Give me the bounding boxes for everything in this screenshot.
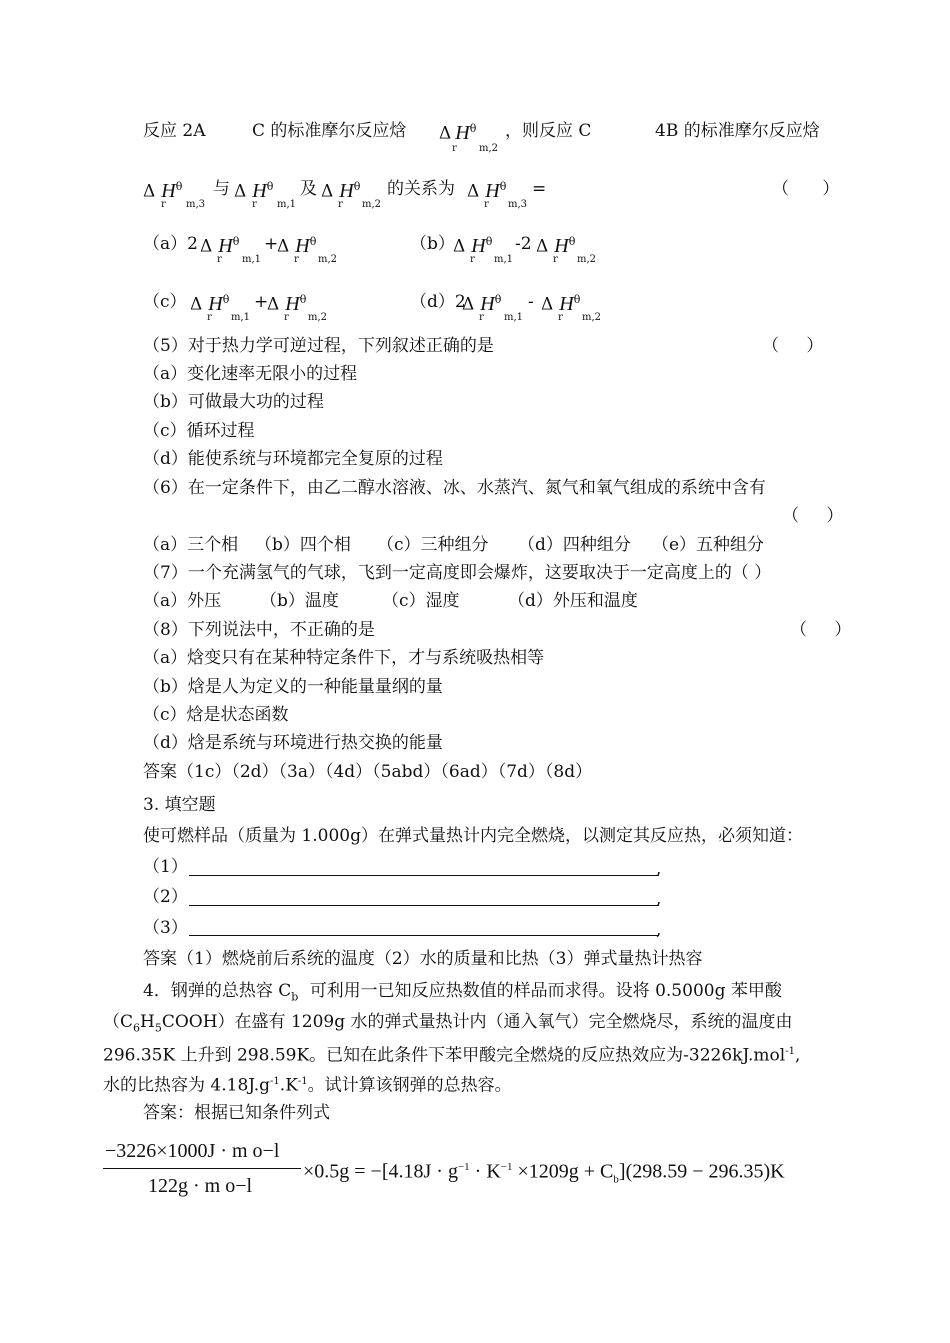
blank-3[interactable]: [189, 935, 659, 936]
equation-denominator: 122g · m o−l: [148, 1175, 253, 1197]
q4-dh-m2: Δ $H^\theta$: [439, 121, 477, 144]
q4-option-d: （d）2: [410, 292, 466, 312]
q7-option-c: （c）湿度: [382, 591, 460, 611]
q8-option-d: （d）焓是系统与环境进行热交换的能量: [143, 733, 443, 753]
q7-option-a: （a）外压: [143, 591, 222, 611]
q4-answer-paren: （ ）: [772, 179, 840, 199]
q4-text-d: 4B 的标准摩尔反应焓: [655, 121, 820, 141]
q4-text-b: C 的标准摩尔反应焓: [252, 121, 407, 141]
equation-rhs: $\times 0.5g = -[4.18J \cdot g^{-1} \cdot K^{-1} \times 1209g + C_b](298.59 - 296.35)K$: [303, 1160, 785, 1186]
problem4-line2: $(C_6H_5COOH)$在盛有 1209g 水的弹式量热计内（通入氧气）完全燃烧尽，系统的温度由: [103, 1012, 793, 1035]
q6-option-a: （a）三个相: [143, 535, 239, 555]
q5-option-d: （d）能使系统与环境都完全复原的过程: [143, 449, 443, 469]
q5-paren: （ ）: [762, 336, 824, 356]
problem4-line4: 水的比热容为 $4.18J.g^{-1}.K^{-1}$。试计算该钢弹的总热容。: [103, 1075, 512, 1096]
q5-option-a: （a）变化速率无限小的过程: [143, 364, 358, 384]
q6-stem: （6）在一定条件下，由乙二醇水溶液、冰、水蒸汽、氮气和氧气组成的系统中含有: [143, 478, 766, 498]
q5-option-c: （c）循环过程: [143, 421, 255, 441]
blank-1-label: （1）: [143, 857, 188, 877]
q6-paren: （ ）: [782, 506, 844, 526]
q8-option-b: （b）焓是人为定义的一种能量量纲的量: [143, 677, 443, 697]
blank-3-label: （3）: [143, 918, 188, 938]
q4-option-b: （b）: [410, 234, 455, 254]
blank-2-label: （2）: [143, 887, 188, 907]
q8-paren: （ ）: [790, 620, 852, 640]
q4-dh-m3: Δ $H^\theta$: [143, 179, 183, 202]
q4-dh-m3b: Δ $H^\theta$: [467, 179, 507, 202]
q6-option-e: （e）五种组分: [652, 535, 765, 555]
q4-option-c: （c）: [143, 292, 187, 312]
q8-stem: （8）下列说法中，不正确的是: [143, 620, 375, 640]
q4-option-a: （a）2: [143, 234, 198, 254]
q6-option-c: （c）三种组分: [377, 535, 489, 555]
q4-dh-m2b: Δ $H^\theta$: [321, 179, 361, 202]
problem4-line1: 4．钢弹的总热容 $C_b$ 可利用一已知反应热数值的样品而求得。设将 0.5000g 苯甲酸: [143, 981, 782, 1004]
answer-line-2: 答案（1）燃烧前后系统的温度（2）水的质量和比热（3）弹式量热计热容: [143, 949, 703, 969]
q4-text-a: 反应 2A: [143, 121, 206, 141]
equation-numerator: −3226×1000J · m o−l: [105, 1140, 280, 1162]
q7-option-d: （d）外压和温度: [508, 591, 638, 611]
q7-stem: （7）一个充满氢气的气球，飞到一定高度即会爆炸，这要取决于一定高度上的（ ）: [143, 563, 772, 583]
problem4-line3: 296.35K 上升到 298.59K。已知在此条件下苯甲酸完全燃烧的反应热效应为-3226kJ.mol$^{-1}$,: [103, 1045, 801, 1066]
q4-text-c: ，则反应 C: [505, 121, 592, 141]
q8-option-c: （c）焓是状态函数: [143, 705, 289, 725]
fraction-bar: [103, 1168, 301, 1169]
q5-stem: （5）对于热力学可逆过程，下列叙述正确的是: [143, 336, 494, 356]
q5-option-b: （b）可做最大功的过程: [143, 392, 324, 412]
answer-line-1: 答案（1c）（2d）（3a）（4d）（5abd）（6ad）（7d）（8d）: [143, 762, 593, 782]
q8-option-a: （a）焓变只有在某种特定条件下，才与系统吸热相等: [143, 648, 545, 668]
q4-stem-line1: [143, 120, 206, 142]
section-3-stem: 使可燃样品（质量为 1.000g）在弹式量热计内完全燃烧，以测定其反应热，必须知道：: [143, 826, 803, 846]
q6-option-b: （b）四个相: [255, 535, 351, 555]
q4-dh-m1: Δ $H^\theta$: [234, 179, 274, 202]
blank-2[interactable]: [189, 905, 659, 906]
section-3-title: 3. 填空题: [143, 795, 216, 815]
blank-1[interactable]: [189, 875, 659, 876]
q7-option-b: （b）温度: [260, 591, 339, 611]
problem4-answer-intro: 答案：根据已知条件列式: [143, 1103, 330, 1123]
q6-option-d: （d）四种组分: [518, 535, 631, 555]
